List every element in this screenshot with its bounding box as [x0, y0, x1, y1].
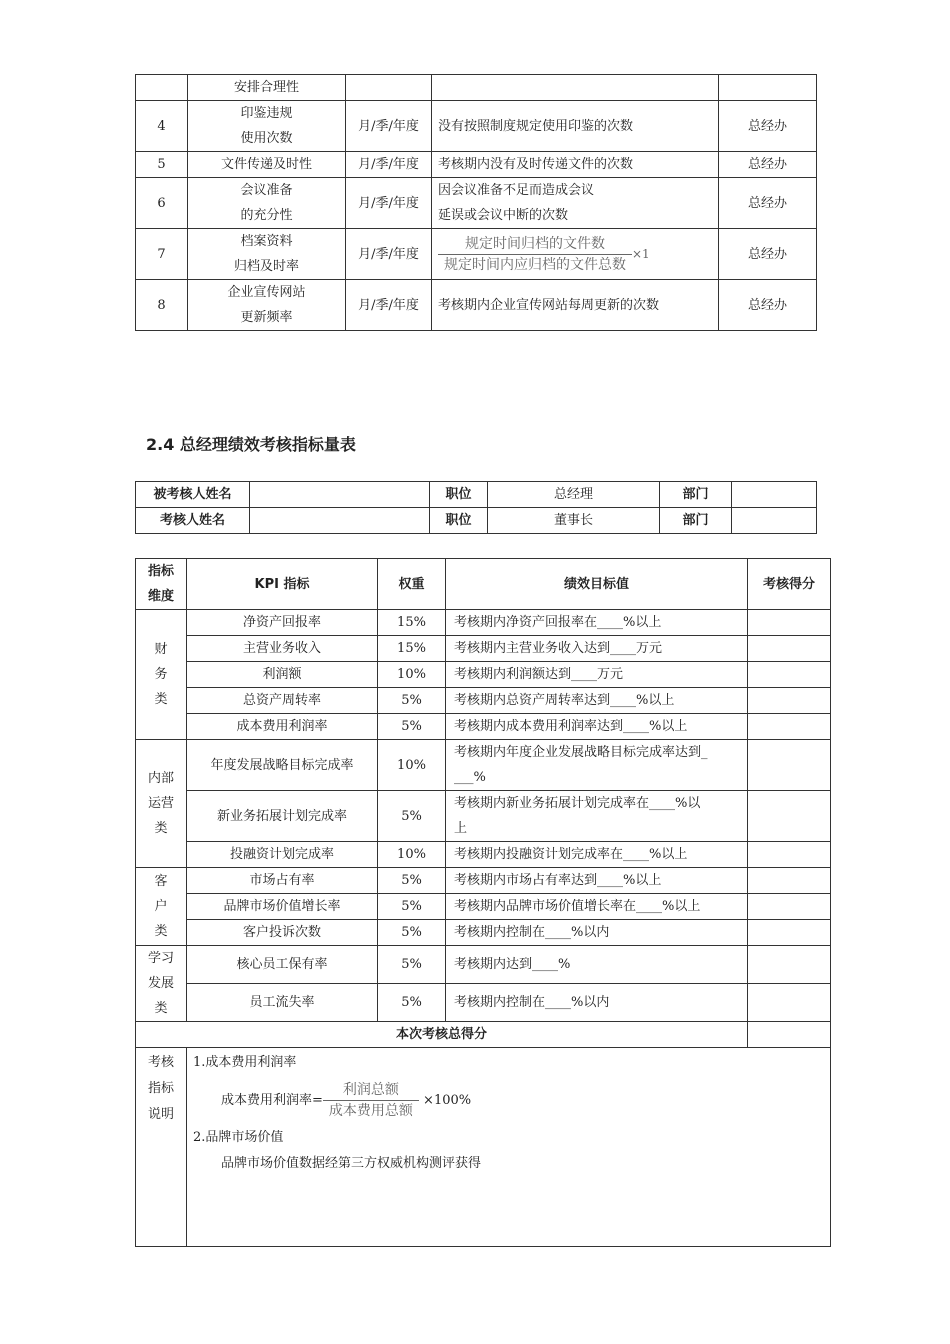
kpi-dimension — [136, 868, 187, 946]
responsible-department — [719, 75, 817, 101]
kpi-dimension-line: 类 — [154, 924, 168, 939]
kpi-score — [748, 868, 831, 894]
kpi-name: 利润额 — [187, 662, 378, 688]
kpi-target — [446, 610, 748, 636]
kpi-target — [446, 984, 748, 1022]
note-item2-text: 品牌市场价值数据经第三方权威机构测评获得 — [221, 1156, 482, 1171]
header-kpi: KPI 指标 — [187, 559, 378, 610]
header-dimension — [136, 559, 187, 610]
kpi-target-line: 考核期内达到____% — [454, 957, 571, 972]
header-dimension-line: 维度 — [147, 589, 174, 604]
item-name-line: 归档及时率 — [233, 259, 299, 274]
kpi-score — [748, 984, 831, 1022]
kpi-dimension-line: 发展 — [147, 976, 174, 991]
item-description-line: 没有按照制度规定使用印鉴的次数 — [438, 118, 634, 134]
kpi-target-line: 考核期内市场占有率达到____%以上 — [454, 873, 662, 888]
kpi-name: 市场占有率 — [187, 868, 378, 894]
kpi-dimension-line: 户 — [154, 899, 168, 914]
position-value: 董事长 — [488, 508, 660, 534]
responsible-department: 总经办 — [719, 178, 817, 229]
kpi-target-line: 考核期内总资产周转率达到____%以上 — [454, 693, 675, 708]
item-name-line: 企业宣传网站 — [227, 285, 306, 300]
kpi-score — [748, 894, 831, 920]
kpi-table-body — [136, 559, 831, 1022]
item-name-line: 的充分性 — [240, 208, 293, 223]
top-table — [135, 74, 817, 331]
kpi-dimension — [136, 610, 187, 740]
kpi-row — [136, 688, 831, 714]
kpi-score — [748, 714, 831, 740]
top-table-row — [136, 280, 817, 331]
kpi-dimension — [136, 946, 187, 1022]
examinee-name-value — [250, 482, 430, 508]
item-name — [188, 178, 346, 229]
kpi-name: 净资产回报率 — [187, 610, 378, 636]
kpi-target — [446, 920, 748, 946]
kpi-target-line: 考核期内控制在____%以内 — [454, 925, 610, 940]
position-value: 总经理 — [488, 482, 660, 508]
kpi-weight: 15% — [378, 636, 446, 662]
responsible-department: 总经办 — [719, 101, 817, 152]
kpi-weight: 5% — [378, 894, 446, 920]
item-name — [188, 229, 346, 280]
formula-prefix: 成本费用利润率= — [221, 1093, 323, 1108]
assessment-period: 月/季/年度 — [346, 178, 432, 229]
kpi-score — [748, 920, 831, 946]
notes-label-line: 考核 — [147, 1055, 174, 1070]
top-table-row — [136, 178, 817, 229]
kpi-row — [136, 636, 831, 662]
kpi-weight: 5% — [378, 791, 446, 842]
kpi-dimension-line: 类 — [154, 1001, 168, 1016]
responsible-department: 总经办 — [719, 152, 817, 178]
kpi-target-line: 考核期内新业务拓展计划完成率在____%以 — [454, 796, 701, 811]
notes-content — [187, 1048, 831, 1247]
kpi-target — [446, 946, 748, 984]
kpi-score — [748, 946, 831, 984]
kpi-weight: 5% — [378, 714, 446, 740]
examiner-name-value — [250, 508, 430, 534]
item-name — [188, 75, 346, 101]
kpi-row — [136, 714, 831, 740]
kpi-target-line: 考核期内投融资计划完成率在____%以上 — [454, 847, 688, 862]
formula-numerator: 利润总额 — [323, 1080, 419, 1101]
kpi-name: 总资产周转率 — [187, 688, 378, 714]
kpi-row — [136, 791, 831, 842]
row-number: 5 — [136, 152, 188, 178]
kpi-weight: 10% — [378, 740, 446, 791]
kpi-name: 客户投诉次数 — [187, 920, 378, 946]
kpi-dimension-line: 务 — [154, 667, 168, 682]
department-label: 部门 — [660, 482, 732, 508]
kpi-dimension-line: 学习 — [147, 951, 174, 966]
examiner-name-label: 考核人姓名 — [136, 508, 250, 534]
assessment-period — [346, 75, 432, 101]
info-row-examiner — [136, 508, 817, 534]
kpi-weight: 5% — [378, 946, 446, 984]
item-name-line: 使用次数 — [240, 131, 293, 146]
header-score: 考核得分 — [748, 559, 831, 610]
kpi-dimension — [136, 740, 187, 868]
assessment-period: 月/季/年度 — [346, 280, 432, 331]
formula-suffix: ×1 — [632, 246, 650, 261]
kpi-dimension-line: 客 — [154, 874, 168, 889]
formula-fraction — [438, 234, 632, 275]
kpi-name: 员工流失率 — [187, 984, 378, 1022]
kpi-name: 成本费用利润率 — [187, 714, 378, 740]
kpi-score — [748, 791, 831, 842]
notes-label-line: 指标 — [147, 1081, 174, 1096]
kpi-target-line: ___% — [454, 770, 486, 785]
top-table-row — [136, 229, 817, 280]
kpi-row — [136, 610, 831, 636]
kpi-target-line: 考核期内主营业务收入达到____万元 — [454, 641, 663, 656]
item-name-line: 更新频率 — [240, 310, 293, 325]
kpi-target — [446, 791, 748, 842]
kpi-name: 新业务拓展计划完成率 — [187, 791, 378, 842]
assessment-period: 月/季/年度 — [346, 229, 432, 280]
item-description-line: 因会议准备不足而造成会议 — [438, 183, 595, 198]
notes-row — [136, 1048, 831, 1247]
item-name-line: 文件传递及时性 — [220, 157, 312, 172]
formula-numerator: 规定时间归档的文件数 — [438, 234, 632, 255]
header-dimension-line: 指标 — [147, 564, 174, 579]
item-description — [432, 75, 719, 101]
kpi-score — [748, 842, 831, 868]
info-row-examinee — [136, 482, 817, 508]
item-description — [432, 101, 719, 152]
kpi-name: 品牌市场价值增长率 — [187, 894, 378, 920]
total-score-label: 本次考核总得分 — [136, 1022, 748, 1048]
header-weight: 权重 — [378, 559, 446, 610]
kpi-weight: 5% — [378, 868, 446, 894]
kpi-row — [136, 842, 831, 868]
kpi-target — [446, 868, 748, 894]
kpi-target — [446, 740, 748, 791]
row-number: 8 — [136, 280, 188, 331]
assessment-period: 月/季/年度 — [346, 152, 432, 178]
kpi-target — [446, 714, 748, 740]
notes-label-line: 说明 — [147, 1107, 174, 1122]
item-name-line: 安排合理性 — [233, 80, 299, 95]
kpi-score — [748, 636, 831, 662]
row-number: 7 — [136, 229, 188, 280]
kpi-table-footer — [136, 1022, 831, 1247]
item-description — [432, 178, 719, 229]
item-description — [432, 280, 719, 331]
section-heading: 2.4 总经理绩效考核指标量表 — [146, 435, 356, 454]
kpi-name: 年度发展战略目标完成率 — [187, 740, 378, 791]
position-label: 职位 — [430, 508, 488, 534]
kpi-dimension-line: 运营 — [147, 796, 174, 811]
department-label: 部门 — [660, 508, 732, 534]
examinee-name-label: 被考核人姓名 — [136, 482, 250, 508]
kpi-score — [748, 740, 831, 791]
kpi-target — [446, 688, 748, 714]
top-table-row — [136, 101, 817, 152]
item-name-line: 档案资料 — [240, 234, 293, 249]
kpi-target-line: 考核期内品牌市场价值增长率在____%以上 — [454, 899, 701, 914]
item-description — [432, 152, 719, 178]
kpi-row — [136, 740, 831, 791]
top-table-row — [136, 152, 817, 178]
formula-denominator: 成本费用总额 — [328, 1103, 413, 1119]
info-table — [135, 481, 817, 534]
kpi-dimension-line: 类 — [154, 692, 168, 707]
kpi-weight: 5% — [378, 688, 446, 714]
kpi-row — [136, 894, 831, 920]
kpi-dimension-line: 类 — [154, 821, 168, 836]
kpi-score — [748, 688, 831, 714]
kpi-name: 投融资计划完成率 — [187, 842, 378, 868]
total-score-value — [748, 1022, 831, 1048]
kpi-score — [748, 610, 831, 636]
top-table-body — [136, 75, 817, 331]
kpi-target-line: 考核期内控制在____%以内 — [454, 995, 610, 1010]
kpi-target — [446, 842, 748, 868]
kpi-table — [135, 558, 831, 1247]
kpi-weight: 10% — [378, 842, 446, 868]
kpi-target-line: 考核期内净资产回报率在____%以上 — [454, 615, 662, 630]
kpi-target-line: 考核期内成本费用利润率达到____%以上 — [454, 719, 688, 734]
kpi-score — [748, 662, 831, 688]
position-label: 职位 — [430, 482, 488, 508]
top-table-row — [136, 75, 817, 101]
responsible-department: 总经办 — [719, 280, 817, 331]
formula-suffix: ×100% — [423, 1093, 472, 1108]
kpi-weight: 5% — [378, 984, 446, 1022]
kpi-name: 主营业务收入 — [187, 636, 378, 662]
formula-denominator: 规定时间内应归档的文件总数 — [444, 256, 626, 273]
kpi-dimension-line: 财 — [154, 642, 168, 657]
kpi-name: 核心员工保有率 — [187, 946, 378, 984]
note-item1-title: 1.成本费用利润率 — [193, 1055, 297, 1070]
row-number — [136, 75, 188, 101]
kpi-target — [446, 636, 748, 662]
item-description — [432, 229, 719, 280]
kpi-target-line: 考核期内利润额达到____万元 — [454, 667, 624, 682]
note-item1-formula — [193, 1080, 824, 1121]
total-score-row — [136, 1022, 831, 1048]
kpi-dimension-line: 内部 — [147, 771, 174, 786]
header-target: 绩效目标值 — [446, 559, 748, 610]
row-number: 4 — [136, 101, 188, 152]
kpi-target — [446, 662, 748, 688]
item-name — [188, 101, 346, 152]
item-name — [188, 152, 346, 178]
note-item2-title: 2.品牌市场价值 — [193, 1130, 284, 1145]
department-value — [732, 482, 817, 508]
row-number: 6 — [136, 178, 188, 229]
item-name — [188, 280, 346, 331]
kpi-weight: 5% — [378, 920, 446, 946]
item-name-line: 会议准备 — [240, 183, 293, 198]
kpi-row — [136, 868, 831, 894]
item-description-line: 延误或会议中断的次数 — [438, 208, 569, 223]
item-description-line: 考核期内没有及时传递文件的次数 — [438, 157, 634, 172]
responsible-department: 总经办 — [719, 229, 817, 280]
kpi-row — [136, 920, 831, 946]
item-description-line: 考核期内企业宣传网站每周更新的次数 — [438, 297, 660, 313]
kpi-weight: 10% — [378, 662, 446, 688]
kpi-row — [136, 984, 831, 1022]
kpi-target-line: 考核期内年度企业发展战略目标完成率达到_ — [454, 745, 708, 760]
notes-label — [136, 1048, 187, 1247]
kpi-weight: 15% — [378, 610, 446, 636]
department-value — [732, 508, 817, 534]
formula-fraction — [323, 1080, 419, 1121]
kpi-header-row — [136, 559, 831, 610]
kpi-target-line: 上 — [454, 821, 468, 836]
item-name-line: 印鉴违规 — [240, 106, 293, 121]
kpi-row — [136, 946, 831, 984]
kpi-target — [446, 894, 748, 920]
kpi-row — [136, 662, 831, 688]
assessment-period: 月/季/年度 — [346, 101, 432, 152]
